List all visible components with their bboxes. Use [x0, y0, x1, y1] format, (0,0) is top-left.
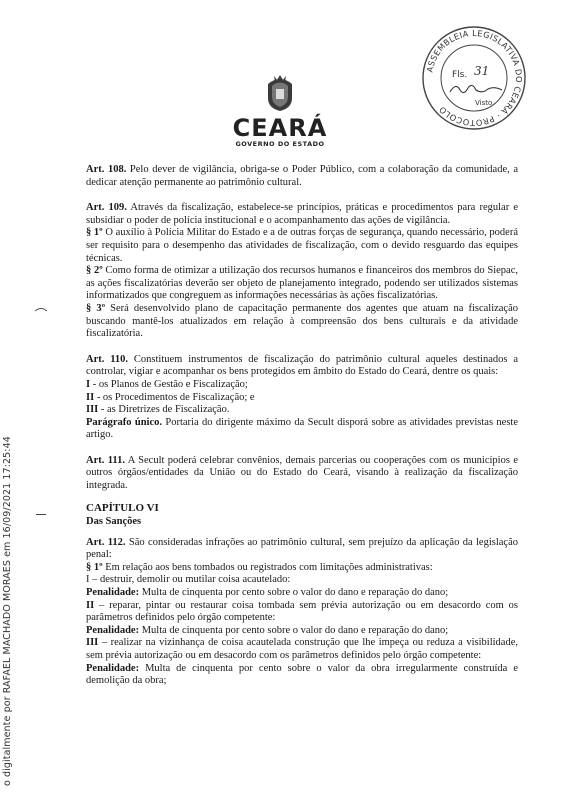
article-112-penalty-2: Penalidade: Multa de cinquenta por cento sobre o valor do dano e reparação do dano; — [86, 624, 449, 636]
article-109-paragraph-3: § 3º Será desenvolvido plano de capacitação permanente dos agentes que atuam na fiscalização buscando mantê-los atualizados em relação à compreensão dos bens culturais e da atividade fiscalizatória. — [86, 302, 519, 340]
stamp-ring-text: ASSEMBLEIA LEGISLATIVA DO CEARÁ · PROTOCOLO — [424, 27, 525, 129]
chapter-subtitle: Das Sanções — [86, 515, 142, 527]
article-110-item-2: II - os Procedimentos de Fiscalização; e — [86, 391, 255, 403]
protocol-stamp-icon — [418, 22, 530, 134]
article-110-item-1: I - os Planos de Gestão e Fiscalização; — [86, 378, 248, 390]
article-112-item-1: I – destruir, demolir ou mutilar coisa acautelado: — [86, 574, 291, 586]
article-112-penalty-3: Penalidade: Multa de cinquenta por cento sobre o valor da obra irregularmente construída e demolição da obra; — [86, 662, 518, 687]
brand-subtitle: GOVERNO DO ESTADO — [235, 140, 325, 148]
article-112: Art. 112. São consideradas infrações ao patrimônio cultural, sem prejuízo da aplicação da legislação penal: — [86, 536, 518, 561]
article-111: Art. 111. A Secult poderá celebrar convênios, demais parcerias ou cooperações com os municípios e outros órgãos/entidades da União ou do Estado do Ceará, visando à realização da fiscalização integrada. — [86, 454, 518, 492]
margin-mark — [36, 513, 46, 516]
article-109: Art. 109. Através da fiscalização, estabelece-se princípios, práticas e procedimentos para regular e subsidiar o poder de polícia institucional e o acompanhamento das ações de vigilância. — [86, 202, 518, 226]
signature-icon — [448, 80, 504, 98]
stamp-page-number: 31 — [474, 64, 490, 78]
stamp-page-label: Fls. — [452, 70, 468, 80]
brand-block — [200, 116, 360, 148]
document-body — [86, 164, 518, 688]
article-112-penalty-1: Penalidade: Multa de cinquenta por cento sobre o valor do dano e reparação do dano; — [86, 587, 449, 599]
svg-text:ASSEMBLEIA LEGISLATIVA DO CEAR — [424, 28, 524, 128]
article-109-paragraph-1: § 1º O auxílio à Polícia Militar do Estado e a de outras forças de segurança, quando necessário, poderá ser requisito para o desempenho das atividades de fiscalização, com o devido resguardo das equipes técnicas. — [86, 227, 518, 264]
article-112-item-3: III – realizar na vizinhança de coisa acautelada construção que lhe impeça ou reduza a visibilidade, sem prévia autorização ou em desacordo com os parâmetros definidos pelo órgão competente: — [86, 637, 518, 661]
article-110-sole-paragraph: Parágrafo único. Portaria do dirigente máximo da Secult disporá sobre as atividades previstas neste artigo. — [86, 416, 518, 441]
article-112-paragraph-1: § 1º Em relação aos bens tombados ou registrados com limitações administrativas: — [86, 561, 433, 573]
brand-name: CEARÁ — [232, 114, 328, 142]
chapter-title: CAPÍTULO VI — [86, 501, 159, 514]
state-crest-icon — [262, 72, 298, 112]
digital-signature-note: o digitalmente por RAFAEL MACHADO MORAES em 16/09/2021 17:25:44 — [2, 436, 13, 786]
article-110-item-3: III - as Diretrizes de Fiscalização. — [86, 404, 230, 416]
margin-mark — [34, 306, 48, 312]
stamp-visto-label: Visto — [475, 99, 493, 107]
article-109-paragraph-2: § 2º Como forma de otimizar a utilização dos recursos humanos e financeiros dos membros do Siepac, as ações fiscalizatórias deverão ser objeto de planejamento integrado, podendo ser utilizados sistemas informatizados que congreguem as informações necessárias às ações fiscalizatórias. — [86, 265, 518, 302]
article-112-item-2: II – reparar, pintar ou restaurar coisa tombada sem prévia autorização ou em desacordo com os parâmetros definidos pelo órgão competente: — [86, 599, 518, 624]
article-110: Art. 110. Constituem instrumentos de fiscalização do patrimônio cultural aqueles destinados a controlar, vigiar e acompanhar os bens protegidos em âmbito do Estado do Ceará, dentre os quais: — [86, 353, 518, 378]
article-108: Art. 108. Pelo dever de vigilância, obriga-se o Poder Público, com a colaboração da comunidade, a dedicar atenção permanente ao patrimônio cultural. — [86, 164, 518, 188]
